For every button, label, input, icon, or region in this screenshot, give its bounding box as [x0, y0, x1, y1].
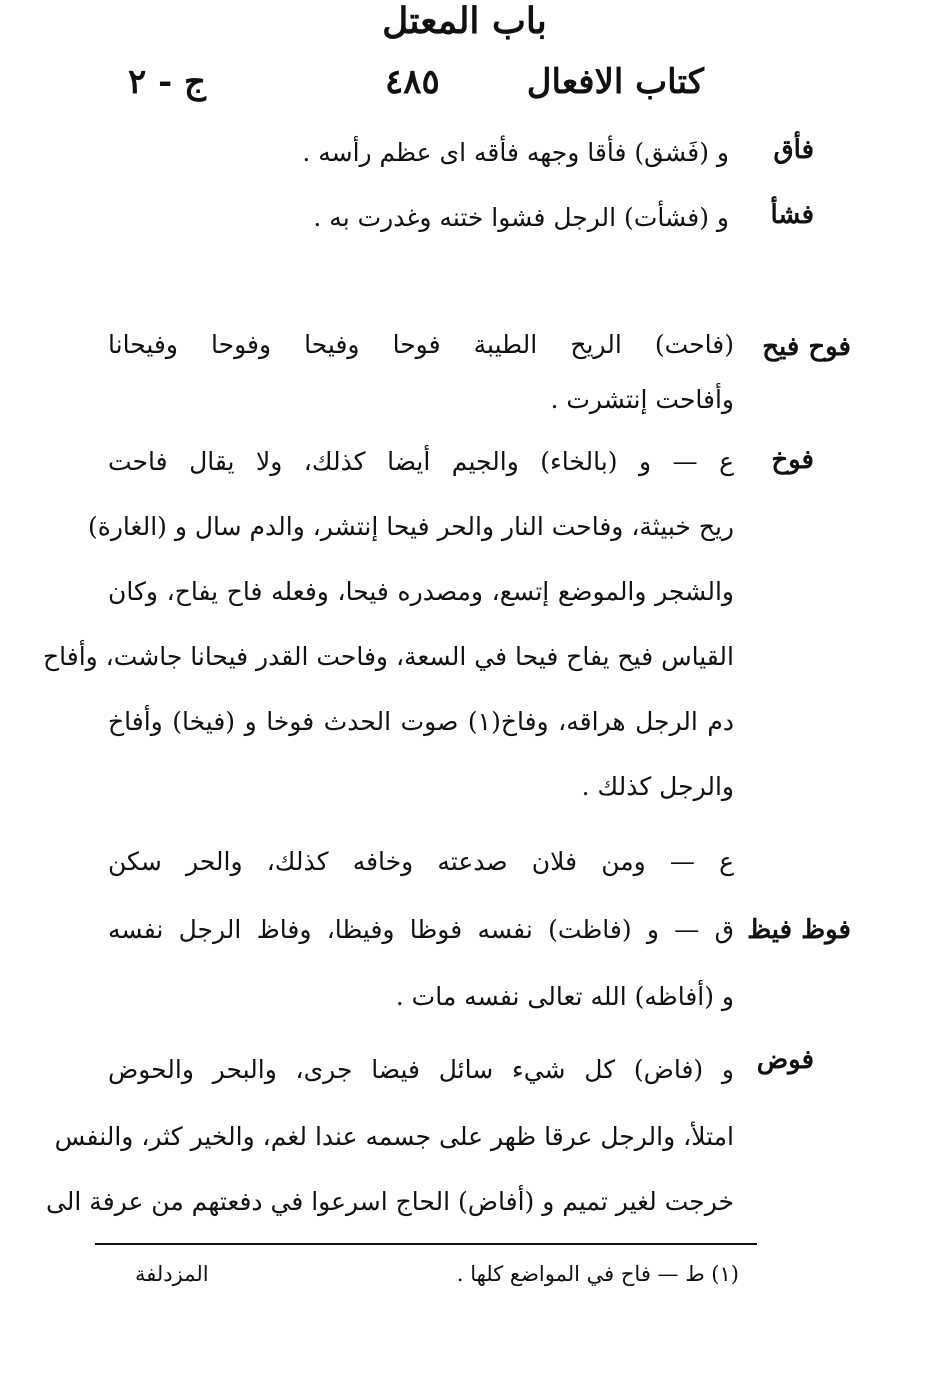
entry-line: و (فَشق) فأقا وجهه فأقه اى عظم رأسه .: [302, 138, 729, 167]
entry-line: ق — و (فاظت) نفسه فوظا وفيظا، وفاظ الرجل نفسه: [108, 915, 734, 944]
entry-line: خرجت لغير تميم و (أفاض) الحاج اسرعوا في دفعتهم من عرفة الى: [45, 1187, 734, 1216]
catchword: المزدلفة: [135, 1262, 209, 1286]
entry-line: امتلأ، والرجل عرقا ظهر على جسمه عندا لغم، والخير كثر، والنفس: [54, 1122, 734, 1151]
headword: فوح فيح: [762, 332, 851, 362]
entry-line: ع — و (بالخاء) والجيم أيضا كذلك، ولا يقال فاحت: [108, 447, 734, 476]
headword: فوظ فيظ: [747, 915, 851, 945]
chapter-title: باب المعتل: [382, 0, 547, 42]
headword: فوخ: [771, 445, 814, 475]
headword: فوض: [756, 1045, 814, 1075]
entry-line: ع — ومن فلان صدعته وخافه كذلك، والحر سكن: [108, 847, 734, 876]
entry-line: و (فشأت) الرجل فشوا ختنه وغدرت به .: [313, 203, 729, 232]
footnote: (١) ط — فاح في المواضع كلها .: [456, 1262, 739, 1286]
footnote-divider: [95, 1243, 757, 1245]
entry-line: والرجل كذلك .: [581, 772, 734, 801]
headword: فأق: [773, 135, 814, 165]
entry-line: القياس فيح يفاح فيحا في السعة، وفاحت القدر فيحانا جاشت، وأفاح: [42, 642, 734, 671]
entry-line: دم الرجل هراقه، وفاخ(١) صوت الحدث فوخا و (فيخا) وأفاخ: [108, 707, 734, 736]
entry-line: (فاحت) الريح الطيبة فوحا وفيحا وفوحا وفيحانا: [108, 330, 734, 359]
headword: فشأ: [770, 200, 814, 230]
entry-line: والشجر والموضع إتسع، ومصدره فيحا، وفعله فاح يفاح، وكان: [108, 577, 734, 606]
entry-line: ريح خبيثة، وفاحت النار والحر فيحا إنتشر، والدم سال و (الغارة): [87, 512, 734, 541]
running-title: كتاب الافعال: [526, 62, 704, 102]
entry-line: و (أفاظه) الله تعالى نفسه مات .: [395, 982, 734, 1011]
page-number: ٤٨٥: [385, 62, 440, 102]
entry-line: و (فاض) كل شيء سائل فيضا جرى، والبحر والحوض: [108, 1055, 734, 1084]
entry-line: وأفاحت إنتشرت .: [550, 385, 734, 414]
volume-label: ج - ٢: [128, 62, 206, 102]
